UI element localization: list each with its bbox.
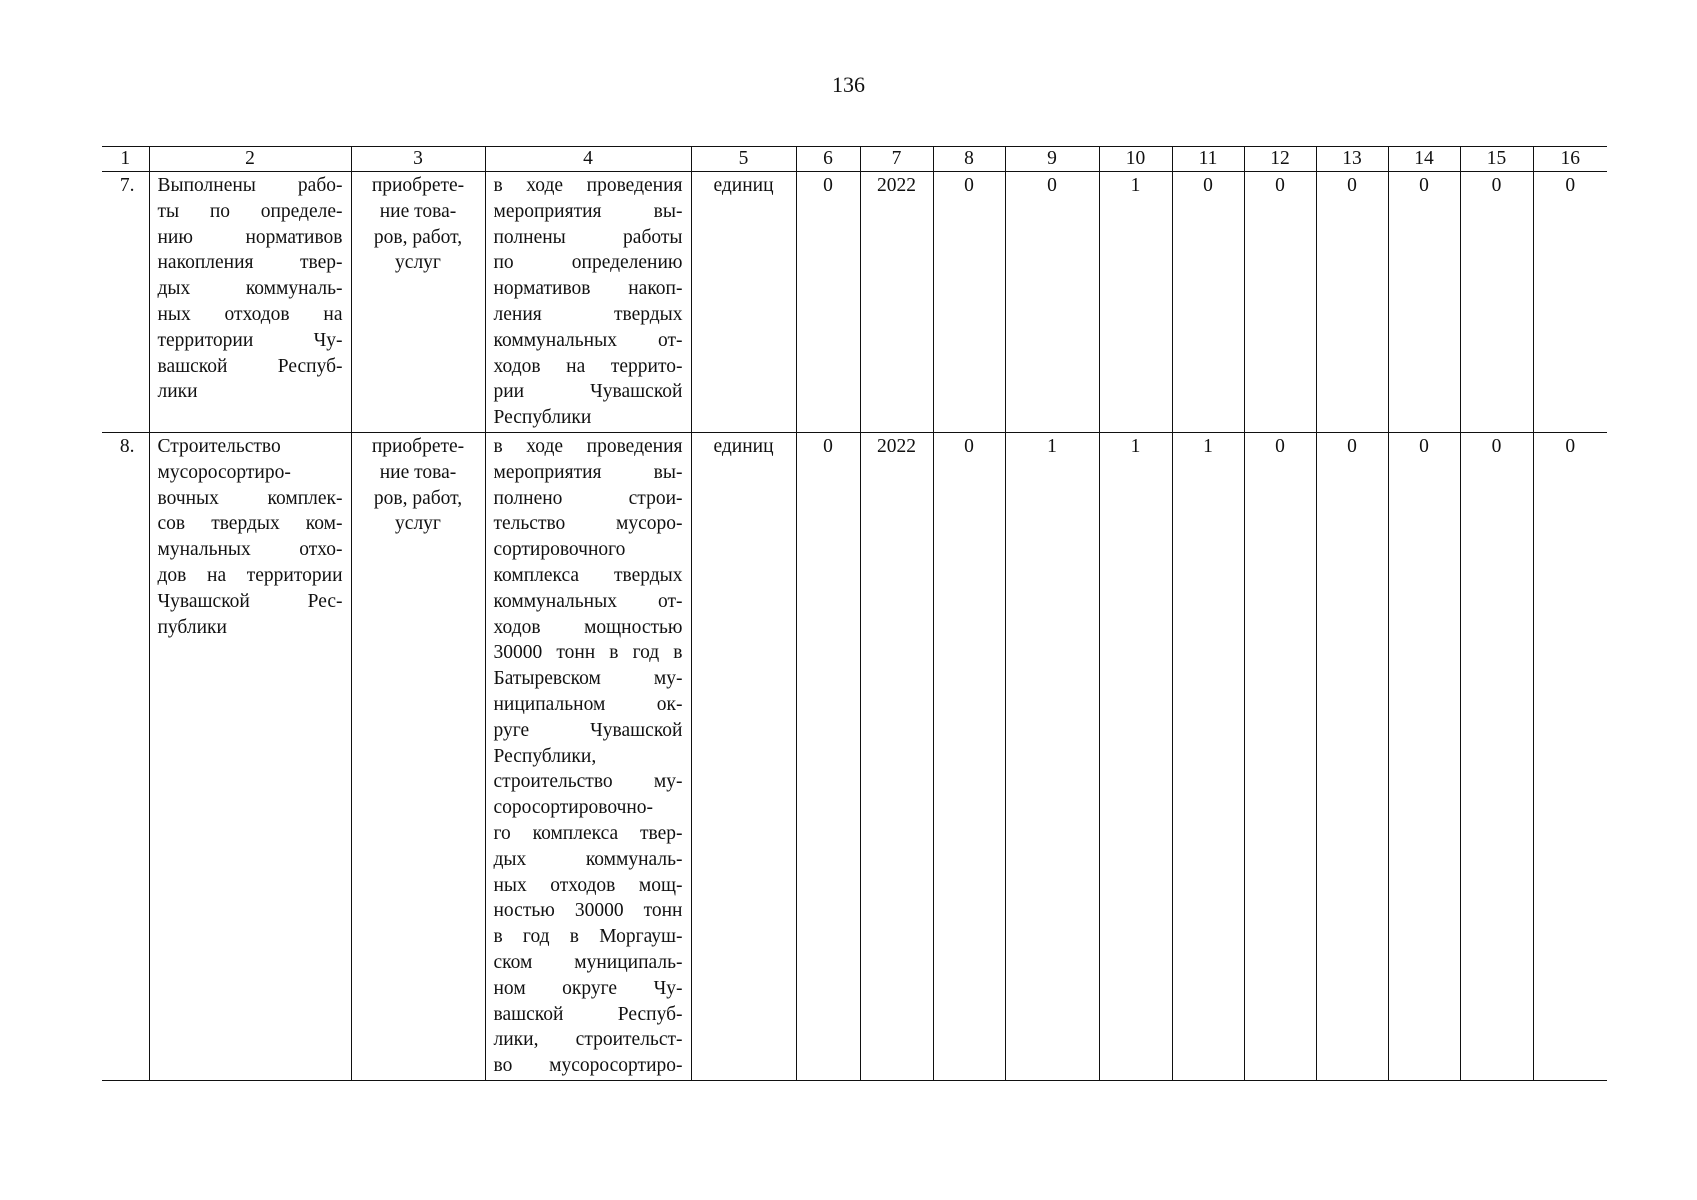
text-line: мунальных отхо- bbox=[157, 539, 343, 561]
text-line: в ходе проведения bbox=[493, 435, 683, 457]
table-row bbox=[102, 172, 1607, 433]
value-cell: 2022 bbox=[860, 432, 933, 1080]
header-cell: 15 bbox=[1460, 147, 1533, 172]
text-line: сортировочного bbox=[493, 539, 626, 561]
value-cell: 0 bbox=[933, 432, 1005, 1080]
text-line: в год в Моргауш- bbox=[493, 926, 683, 948]
text-line: коммунальных от- bbox=[493, 590, 683, 612]
text-line: комплекса твердых bbox=[493, 564, 683, 586]
text-line: строительство му- bbox=[493, 771, 683, 793]
text-line: Чувашской Рес- bbox=[157, 590, 343, 612]
row-number: 8. bbox=[102, 432, 149, 1080]
text-line: Батыревском му- bbox=[493, 668, 683, 690]
value-cell: 0 bbox=[1172, 172, 1244, 433]
text-line: мусоросортиро- bbox=[157, 461, 291, 483]
measure-name bbox=[149, 172, 351, 433]
text-line: вашской Респуб- bbox=[157, 355, 343, 377]
header-cell: 3 bbox=[351, 147, 485, 172]
text-line: сов твердых ком- bbox=[157, 513, 343, 535]
text-line: накопления твер- bbox=[157, 252, 343, 274]
text-line: ние това- bbox=[379, 200, 457, 222]
header-cell: 1 bbox=[102, 147, 149, 172]
text-line: ниципальном ок- bbox=[493, 693, 683, 715]
text-line: ходов на террито- bbox=[493, 355, 683, 377]
text-line: ном округе Чу- bbox=[493, 977, 683, 999]
text-line: лики, строительст- bbox=[493, 1029, 683, 1051]
unit-cell: единиц bbox=[691, 432, 796, 1080]
row-number: 7. bbox=[102, 172, 149, 433]
text-line: мероприятия вы- bbox=[493, 200, 683, 222]
value-cell: 0 bbox=[1533, 432, 1607, 1080]
text-line: ных отходов мощ- bbox=[493, 874, 683, 896]
text-line: 30000 тонн в год в bbox=[493, 642, 683, 664]
header-cell: 5 bbox=[691, 147, 796, 172]
text-line: в ходе проведения bbox=[493, 175, 683, 196]
measure-name bbox=[149, 432, 351, 1080]
text-line: Строительство bbox=[157, 435, 281, 457]
text-line: мероприятия вы- bbox=[493, 461, 683, 483]
text-line: услуг bbox=[395, 252, 441, 274]
header-cell: 16 bbox=[1533, 147, 1607, 172]
text-line: соросортировочно- bbox=[493, 797, 654, 819]
header-cell: 11 bbox=[1172, 147, 1244, 172]
header-cell: 8 bbox=[933, 147, 1005, 172]
value-cell: 1 bbox=[1005, 432, 1099, 1080]
text-line: полнены работы bbox=[493, 226, 683, 248]
value-cell: 0 bbox=[1533, 172, 1607, 433]
text-line: тельство мусоро- bbox=[493, 513, 683, 535]
header-cell: 2 bbox=[149, 147, 351, 172]
value-cell: 0 bbox=[1388, 172, 1460, 433]
value-cell: 0 bbox=[1005, 172, 1099, 433]
text-line: вашской Респуб- bbox=[493, 1003, 683, 1025]
text-line: Республики bbox=[493, 407, 592, 429]
measure-type bbox=[351, 172, 485, 433]
text-line: ров, работ, bbox=[373, 487, 463, 509]
text-line: приобрете- bbox=[371, 175, 465, 196]
value-cell: 1 bbox=[1172, 432, 1244, 1080]
value-cell: 1 bbox=[1099, 172, 1172, 433]
value-cell: 0 bbox=[1316, 432, 1388, 1080]
header-cell: 7 bbox=[860, 147, 933, 172]
page-number: 136 bbox=[832, 72, 865, 97]
header-cell: 9 bbox=[1005, 147, 1099, 172]
text-line: рии Чувашской bbox=[493, 381, 683, 403]
value-cell: 0 bbox=[796, 172, 860, 433]
text-line: ском муниципаль- bbox=[493, 951, 683, 973]
text-line: ров, работ, bbox=[373, 226, 463, 248]
value-cell: 0 bbox=[1388, 432, 1460, 1080]
text-line: дых коммуналь- bbox=[493, 848, 683, 870]
text-line: дых коммуналь- bbox=[157, 278, 343, 300]
value-cell: 0 bbox=[933, 172, 1005, 433]
text-line: по определению bbox=[493, 252, 683, 274]
table-header-row bbox=[102, 147, 1607, 172]
text-line: во мусоросортиро- bbox=[493, 1055, 683, 1077]
text-line: территории Чу- bbox=[157, 329, 343, 351]
indicators-table bbox=[102, 146, 1607, 1081]
value-cell: 0 bbox=[1244, 432, 1316, 1080]
text-line: коммунальных от- bbox=[493, 329, 683, 351]
text-line: нию нормативов bbox=[157, 226, 343, 248]
header-cell: 14 bbox=[1388, 147, 1460, 172]
header-cell: 10 bbox=[1099, 147, 1172, 172]
text-line: услуг bbox=[395, 513, 441, 535]
text-line: ты по определе- bbox=[157, 200, 343, 222]
text-line: ных отходов на bbox=[157, 303, 343, 325]
measure-type bbox=[351, 432, 485, 1080]
value-cell: 0 bbox=[1460, 172, 1533, 433]
text-line: руге Чувашской bbox=[493, 719, 683, 741]
header-cell: 12 bbox=[1244, 147, 1316, 172]
value-cell: 1 bbox=[1099, 432, 1172, 1080]
value-cell: 2022 bbox=[860, 172, 933, 433]
text-line: приобрете- bbox=[371, 435, 465, 457]
text-line: полнено строи- bbox=[493, 487, 683, 509]
text-line: лики bbox=[157, 381, 198, 403]
text-line: дов на территории bbox=[157, 564, 343, 586]
measure-description bbox=[485, 172, 691, 433]
text-line: Выполнены рабо- bbox=[157, 175, 343, 196]
table-row bbox=[102, 432, 1607, 1080]
text-line: вочных комплек- bbox=[157, 487, 343, 509]
text-line: го комплекса твер- bbox=[493, 822, 683, 844]
text-line: ние това- bbox=[379, 461, 457, 483]
value-cell: 0 bbox=[1244, 172, 1316, 433]
text-line: ностью 30000 тонн bbox=[493, 900, 683, 922]
header-cell: 13 bbox=[1316, 147, 1388, 172]
text-line: публики bbox=[157, 616, 227, 638]
value-cell: 0 bbox=[796, 432, 860, 1080]
value-cell: 0 bbox=[1316, 172, 1388, 433]
value-cell: 0 bbox=[1460, 432, 1533, 1080]
text-line: ления твердых bbox=[493, 303, 683, 325]
text-line: Республики, bbox=[493, 745, 597, 767]
unit-cell: единиц bbox=[691, 172, 796, 433]
text-line: нормативов накоп- bbox=[493, 278, 683, 300]
header-cell: 4 bbox=[485, 147, 691, 172]
measure-description bbox=[485, 432, 691, 1080]
header-cell: 6 bbox=[796, 147, 860, 172]
text-line: ходов мощностью bbox=[493, 616, 683, 638]
